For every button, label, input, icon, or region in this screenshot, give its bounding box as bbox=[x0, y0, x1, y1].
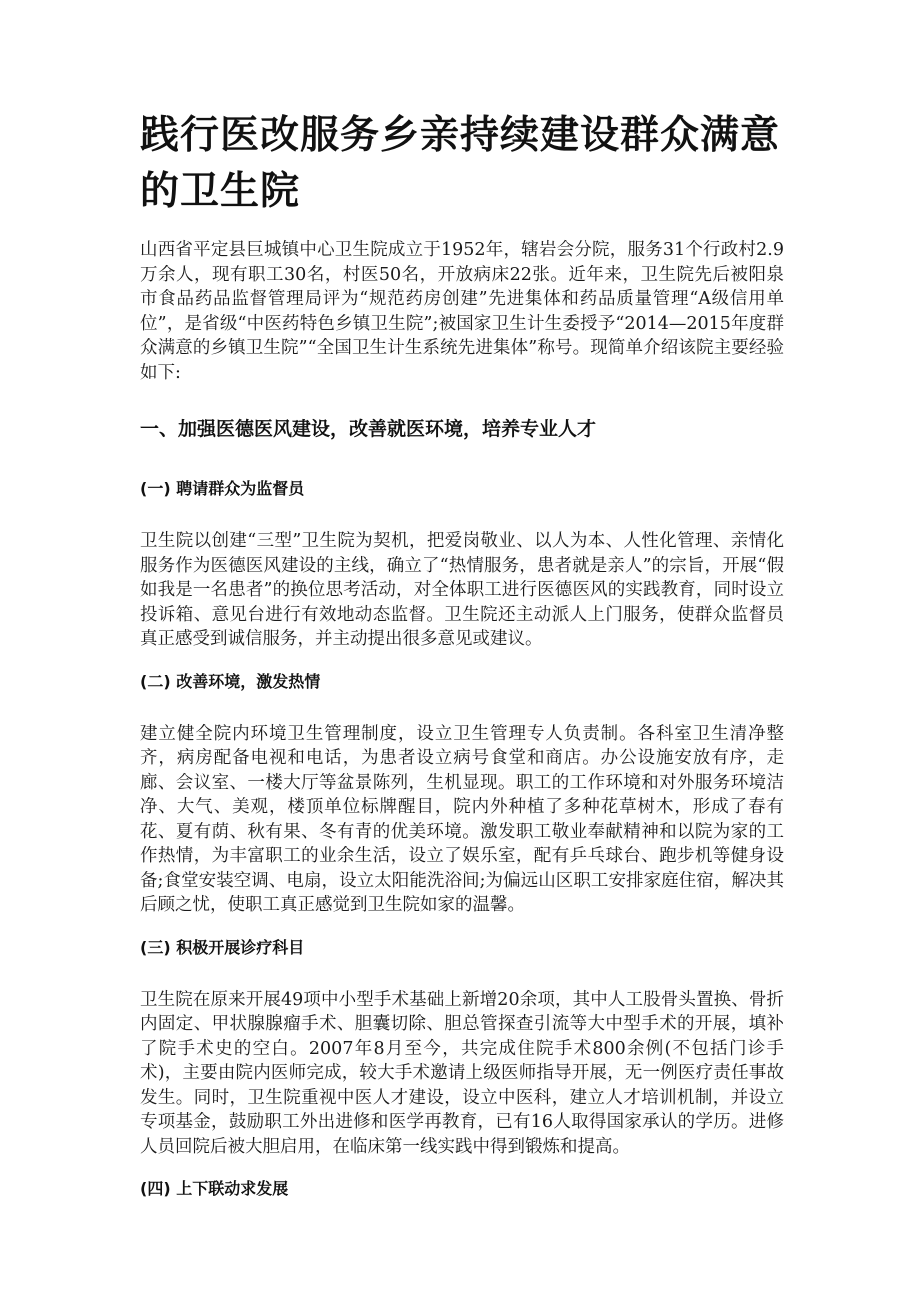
subsection-1-paragraph: 卫生院以创建“三型”卫生院为契机，把爱岗敬业、以人为本、人性化管理、亲情化服务作为医德医风建设的主线，确立了“热情服务，患者就是亲人”的宗旨，开展“假如我是一名患者”的换位思考活动，对全体职工进行医德医风的实践教育，同时设立投诉箱、意见台进行有效地动态监督。卫生院还主动派人上门服务，使群众监督员真正感受到诚信服务，并主动提出很多意见或建议。 bbox=[140, 531, 784, 649]
subsection-3-paragraph: 卫生院在原来开展49项中小型手术基础上新增20余项，其中人工股骨头置换、骨折内固定、甲状腺腺瘤手术、胆囊切除、胆总管探查引流等大中型手术的开展，填补了院手术史的空白。2007年8月至今，共完成住院手术800余例(不包括门诊手术)，主要由院内医师完成，较大手术邀请上级医师指导开展，无一例医疗责任事故发生。同时，卫生院重视中医人才建设，设立中医科，建立人才培训机制，并设立专项基金，鼓励职工外出进修和医学再教育，已有16人取得国家承认的学历。进修人员回院后被大胆启用，在临床第一线实践中得到锻炼和提高。 bbox=[140, 989, 784, 1157]
subsection-2-paragraph: 建立健全院内环境卫生管理制度，设立卫生管理专人负责制。各科室卫生清净整齐，病房配备电视和电话，为患者设立病号食堂和商店。办公设施安放有序，走廊、会议室、一楼大厅等盆景陈列，生机显现。职工的工作环境和对外服务环境洁净、大气、美观，楼顶单位标牌醒目，院内外种植了多种花草树木，形成了春有花、夏有荫、秋有果、冬有青的优美环境。激发职工敬业奉献精神和以院为家的工作热情，为丰富职工的业余生活，设立了娱乐室，配有乒乓球台、跑步机等健身设备;食堂安装空调、电扇，设立太阳能洗浴间;为偏远山区职工安排家庭住宿，解决其后顾之忧，使职工真正感觉到卫生院如家的温馨。 bbox=[140, 723, 784, 915]
subsection-3-heading: (三) 积极开展诊疗科目 bbox=[140, 937, 305, 957]
subsection-1-heading: (一) 聘请群众为监督员 bbox=[140, 479, 305, 498]
subsection-2-heading: (二) 改善环境，激发热情 bbox=[140, 671, 321, 691]
section-1-heading: 一、加强医德医风建设，改善就医环境，培养专业人才 bbox=[140, 418, 597, 440]
document-title: 践行医改服务乡亲持续建设群众满意的卫生院 bbox=[140, 113, 781, 214]
intro-paragraph: 山西省平定县巨城镇中心卫生院成立于1952年，辖岩会分院，服务31个行政村2.9万余人，现有职工30名，村医50名，开放病床22张。近年来，卫生院先后被阳泉市食品药品监督管理局评为“规范药房创建”先进集体和药品质量管理“A级信用单位”，是省级“中医药特色乡镇卫生院”;被国家卫生计生委授予“2014—2015年度群众满意的乡镇卫生院”“全国卫生计生系统先进集体”称号。现简单介绍该院主要经验如下: bbox=[140, 240, 784, 383]
subsection-4-heading: (四) 上下联动求发展 bbox=[140, 1179, 289, 1198]
